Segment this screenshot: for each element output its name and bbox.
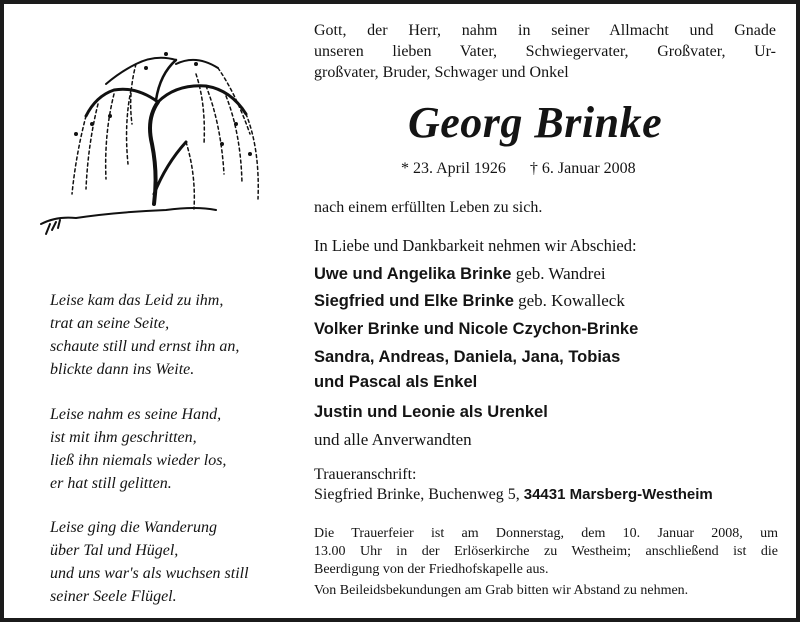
service-line: Die Trauerfeier ist am Donnerstag, dem 10. Januar 2008, um	[314, 526, 778, 541]
intro-line: Gott, der Herr, nahm in seiner Allmacht und Gnade	[314, 22, 776, 39]
poem-line: er hat still gelitten.	[50, 475, 172, 492]
poem-stanza-1	[50, 289, 310, 381]
poem-line: ist mit ihm geschritten,	[50, 429, 197, 446]
poem-line: blickte dann ins Weite.	[50, 361, 195, 378]
poem-line: und uns war's als wuchsen still	[50, 565, 249, 582]
address-street: Siegfried Brinke, Buchenweg 5,	[314, 486, 524, 503]
poem-line: ließ ihn niemals wieder los,	[50, 452, 227, 469]
poem-line: Leise nahm es seine Hand,	[50, 406, 222, 423]
poem-line: trat an seine Seite,	[50, 315, 170, 332]
address-label: Traueranschrift:	[314, 466, 417, 483]
weeping-willow-illustration	[36, 24, 286, 254]
death-date: † 6. Januar 2008	[529, 160, 636, 177]
mourner-name: Siegfried und Elke Brinke	[314, 292, 514, 310]
intro-text	[314, 20, 776, 83]
poem-stanza-2	[50, 403, 310, 495]
intro-line: unseren lieben Vater, Schwiegervater, Großvater, Ur-	[314, 43, 776, 60]
mourner-name: Uwe und Angelika Brinke	[314, 265, 512, 283]
condolence-note	[314, 582, 778, 600]
poem-line: Leise kam das Leid zu ihm,	[50, 292, 224, 309]
mourner-name: und Pascal als Enkel	[314, 373, 478, 391]
service-line: Beerdigung von der Friedhofskapelle aus.	[314, 562, 549, 577]
mourner-line	[314, 317, 638, 341]
after-name-text: nach einem erfüllten Leben zu sich.	[314, 199, 543, 216]
mourner-name: Volker Brinke und Nicole Czychon-Brinke	[314, 320, 639, 338]
service-line: 13.00 Uhr in der Erlöserkirche zu Westheim; anschließend ist die	[314, 544, 778, 559]
mourner-line	[314, 345, 620, 369]
poem-line: Leise ging die Wanderung	[50, 519, 217, 536]
mourner-line	[314, 400, 548, 424]
poem-stanza-3	[50, 516, 310, 608]
relatives-text: und alle Anverwandten	[314, 430, 472, 449]
deceased-name: Georg Brinke	[408, 98, 663, 147]
mourner-suffix: geb. Kowalleck	[513, 291, 625, 310]
mourner-line	[314, 289, 625, 313]
mourner-name: Sandra, Andreas, Daniela, Jana, Tobias	[314, 348, 621, 366]
life-dates	[401, 160, 636, 178]
poem-line: seiner Seele Flügel.	[50, 588, 177, 605]
address-city: 34431 Marsberg-Westheim	[523, 486, 713, 503]
poem-line: über Tal und Hügel,	[50, 542, 179, 559]
mourner-name: Justin und Leonie als Urenkel	[314, 403, 548, 421]
address-line	[314, 486, 713, 504]
condolence-text: Von Beileidsbekundungen am Grab bitten wir Abstand zu nehmen.	[314, 583, 689, 598]
poem-line: schaute still und ernst ihn an,	[50, 338, 240, 355]
mourner-line	[314, 370, 477, 394]
mourner-suffix: geb. Wandrei	[511, 264, 606, 283]
birth-date: * 23. April 1926	[401, 160, 506, 177]
service-info	[314, 525, 778, 579]
mourner-line	[314, 262, 606, 286]
farewell-text: In Liebe und Dankbarkeit nehmen wir Abschied:	[314, 236, 637, 255]
intro-line: großvater, Bruder, Schwager und Onkel	[314, 64, 569, 81]
